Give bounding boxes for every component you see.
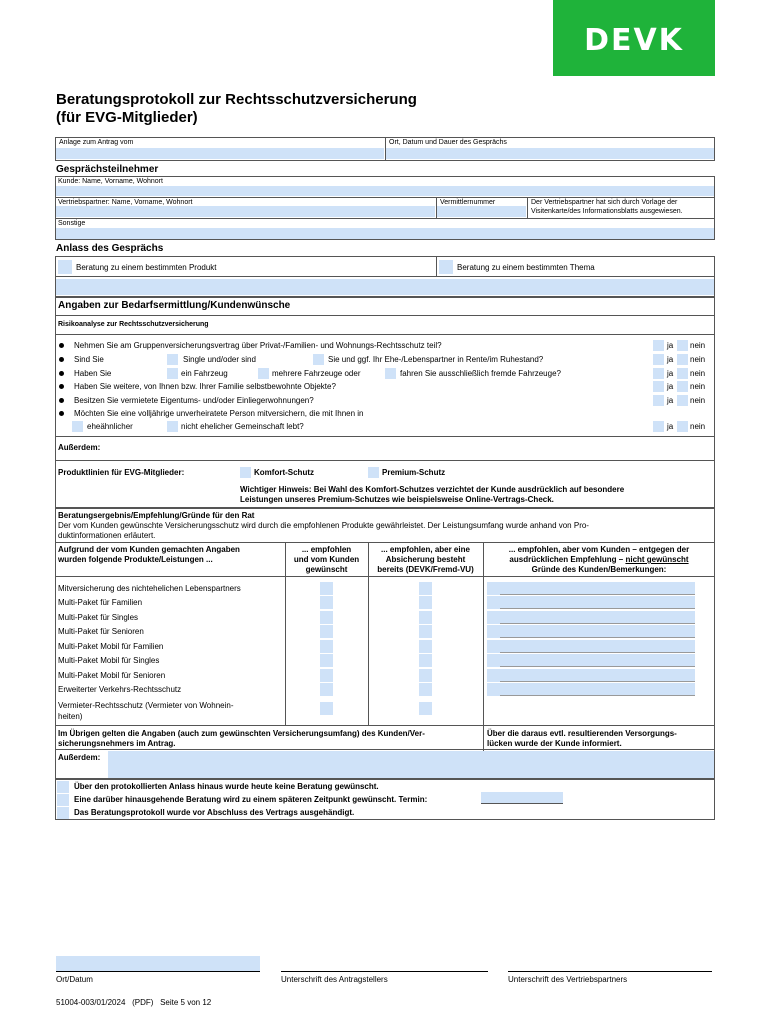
ort-datum-dauer-label: Ort, Datum und Dauer des Gesprächs — [389, 139, 507, 146]
q6-nein-checkbox[interactable] — [677, 421, 688, 432]
nein-label: nein — [690, 369, 706, 378]
ja-label: ja — [667, 422, 674, 431]
question-2-c: Sie und ggf. Ihr Ehe-/Lebenspartner in Rente/im Ruhestand? — [328, 355, 544, 364]
product-gewuenscht-checkbox[interactable] — [320, 683, 333, 696]
kunde-field[interactable] — [56, 186, 714, 196]
premium-schutz-label: Premium-Schutz — [382, 468, 446, 477]
bemerkung-line — [500, 695, 695, 696]
ergebnis-text-line-1: Der vom Kunden gewünschte Versicherungsschutz wird durch die empfohlenen Produkte gewährleistet. Der Leistungsumfang wurde anhand von Pro- — [58, 521, 589, 530]
product-nicht-gewuenscht-checkbox[interactable] — [487, 654, 500, 667]
product-bemerkung-field[interactable] — [500, 683, 695, 695]
vermieter-gewuenscht-checkbox[interactable] — [320, 702, 333, 715]
col4-line-3: Gründe des Kunden/Bemerkungen: — [531, 565, 667, 574]
product-last-line-2: heiten) — [58, 712, 83, 721]
kunde-label: Kunde: Name, Vorname, Wohnort — [58, 178, 163, 185]
folgen-line-1: Über die daraus evtl. resultierenden Versorgungs- — [487, 729, 677, 738]
col-header-gewuenscht — [286, 545, 367, 575]
ein-fahrzeug-checkbox[interactable] — [167, 368, 178, 379]
bullet — [59, 343, 64, 348]
ja-label: ja — [667, 396, 674, 405]
folgen-line-2: lücken wurde der Kunde informiert. — [487, 739, 622, 748]
question-3-b: ein Fahrzeug — [181, 369, 228, 378]
col3-line-3: bereits (DEVK/Fremd-VU) — [377, 565, 474, 574]
title-line-1: Beratungsprotokoll zur Rechtsschutzversicherung — [56, 91, 417, 108]
uebrigen-line-2: sicherungsnehmers im Antrag. — [58, 739, 176, 748]
q2-nein-checkbox[interactable] — [677, 354, 688, 365]
col1-line-2: wurden folgende Produkte/Leistungen ... — [58, 555, 213, 564]
product-label: Mitversicherung des nichtehelichen Lebenspartners — [58, 584, 241, 593]
footer-form-number: 51004-003/01/2024 (PDF) Seite 5 von 12 — [56, 998, 212, 1007]
ort-datum-field[interactable] — [56, 956, 260, 971]
keine-beratung-label: Über den protokollierten Anlass hinaus wurde heute keine Beratung gewünscht. — [74, 782, 379, 791]
product-label: Multi-Paket für Familien — [58, 598, 143, 607]
col1-line-1: Aufgrund der vom Kunden gemachten Angaben — [58, 545, 240, 554]
product-nicht-gewuenscht-checkbox[interactable] — [487, 625, 500, 638]
product-label: Multi-Paket für Senioren — [58, 627, 144, 636]
ergebnis-ausserdem-label: Außerdem: — [58, 753, 101, 762]
question-5: Besitzen Sie vermietete Eigentums- und/oder Einliegerwohnungen? — [74, 396, 314, 405]
nein-label: nein — [690, 382, 706, 391]
col4-line-1: ... empfohlen, aber vom Kunden – entgegen der — [508, 545, 690, 554]
vertriebspartner-field[interactable] — [56, 206, 435, 217]
question-3-c: mehrere Fahrzeuge oder — [272, 369, 361, 378]
ja-label: ja — [667, 355, 674, 364]
product-gewuenscht-checkbox[interactable] — [320, 640, 333, 653]
q5-nein-checkbox[interactable] — [677, 395, 688, 406]
anlage-field[interactable] — [56, 148, 384, 159]
protokoll-ausgehaendigt-checkbox[interactable] — [57, 807, 69, 819]
nein-label: nein — [690, 422, 706, 431]
product-besteht-checkbox[interactable] — [419, 625, 432, 638]
product-gewuenscht-checkbox[interactable] — [320, 654, 333, 667]
q6-ja-checkbox[interactable] — [653, 421, 664, 432]
bemerkung-line — [500, 637, 695, 638]
product-label: Multi-Paket Mobil für Senioren — [58, 671, 166, 680]
col2-line-1: ... empfohlen — [301, 545, 352, 554]
komfort-hinweis-line-1: Wichtiger Hinweis: Bei Wahl des Komfort-Schutzes verzichtet der Kunde ausdrücklich auf besondere — [240, 485, 625, 494]
product-label: Multi-Paket für Singles — [58, 613, 139, 622]
bullet — [59, 384, 64, 389]
product-nicht-gewuenscht-checkbox[interactable] — [487, 596, 500, 609]
product-bemerkung-field[interactable] — [500, 669, 695, 681]
product-bemerkung-field[interactable] — [500, 596, 695, 608]
komfort-hinweis — [240, 485, 624, 505]
spaetere-beratung-label: Eine darüber hinausgehende Beratung wird zu einem späteren Zeitpunkt gewünscht. Termin: — [74, 795, 428, 804]
anlage-label: Anlage zum Antrag vom — [59, 139, 134, 146]
single-checkbox[interactable] — [167, 354, 178, 365]
col-header-nicht-gewuenscht — [484, 545, 714, 575]
ja-label: ja — [667, 369, 674, 378]
bedarf-ausserdem-label: Außerdem: — [58, 443, 101, 452]
ort-datum-label: Ort/Datum — [56, 975, 93, 984]
product-besteht-checkbox[interactable] — [419, 669, 432, 682]
product-gewuenscht-checkbox[interactable] — [320, 596, 333, 609]
komfort-hinweis-line-2: Leistungen unseres Premium-Schutzes wie beispielsweise Online-Vertrags-Check. — [240, 495, 554, 504]
ort-datum-dauer-field[interactable] — [386, 148, 714, 159]
col-header-produkte — [58, 545, 240, 565]
product-bemerkung-field[interactable] — [500, 625, 695, 637]
product-besteht-checkbox[interactable] — [419, 596, 432, 609]
product-gewuenscht-checkbox[interactable] — [320, 625, 333, 638]
question-3-a: Haben Sie — [74, 369, 112, 378]
question-6: Möchten Sie eine volljährige unverheiratete Person mitversichern, die mit Ihnen in — [74, 409, 364, 418]
bemerkung-line — [500, 666, 695, 667]
unterschrift-vertriebspartner-label: Unterschrift des Vertriebspartners — [508, 975, 628, 984]
bemerkung-line — [500, 623, 695, 624]
hinweis-line-1: Der Vertriebspartner hat sich durch Vorlage der — [531, 199, 678, 206]
anlass-produkt-label: Beratung zu einem bestimmten Produkt — [76, 263, 217, 272]
vermittlernummer-field[interactable] — [437, 206, 526, 217]
legitimation-hinweis — [531, 198, 683, 216]
bemerkung-line — [500, 594, 695, 595]
nein-label: nein — [690, 396, 706, 405]
product-gewuenscht-checkbox[interactable] — [320, 582, 333, 595]
question-2-a: Sind Sie — [74, 355, 104, 364]
product-besteht-checkbox[interactable] — [419, 654, 432, 667]
premium-schutz-checkbox[interactable] — [368, 467, 379, 478]
anlass-detail-field[interactable] — [56, 279, 714, 295]
page-title — [56, 91, 417, 127]
versorgungsluecken-hinweis — [487, 729, 677, 749]
col4-line-2a: ausdrücklichen Empfehlung – — [509, 555, 626, 564]
question-2-b: Single und/oder sind — [183, 355, 256, 364]
produktlinien-label: Produktlinien für EVG-Mitglieder: — [58, 468, 185, 477]
product-besteht-checkbox[interactable] — [419, 611, 432, 624]
question-6-b: eheähnlicher — [87, 422, 133, 431]
gespraechsteilnehmer-heading: Gesprächsteilnehmer — [56, 164, 159, 175]
q4-ja-checkbox[interactable] — [653, 381, 664, 392]
ergebnis-ausserdem-field[interactable] — [108, 751, 714, 778]
uebrigen-line-1: Im Übrigen gelten die Angaben (auch zum gewünschten Versicherungsumfang) des Kunden/Ver- — [58, 729, 425, 738]
risiko-heading: Risikoanalyse zur Rechtsschutzversicherung — [58, 321, 209, 328]
keine-beratung-checkbox[interactable] — [57, 781, 69, 793]
col2-line-3: gewünscht — [305, 565, 348, 574]
product-bemerkung-field[interactable] — [500, 582, 695, 594]
vermieter-besteht-checkbox[interactable] — [419, 702, 432, 715]
bullet — [59, 398, 64, 403]
anlass-thema-checkbox[interactable] — [439, 260, 453, 274]
sonstige-field[interactable] — [56, 228, 714, 239]
product-nicht-gewuenscht-checkbox[interactable] — [487, 611, 500, 624]
nein-label: nein — [690, 355, 706, 364]
title-line-2: (für EVG-Mitglieder) — [56, 109, 198, 126]
col-header-besteht — [369, 545, 482, 575]
nein-label: nein — [690, 341, 706, 350]
col3-line-1: ... empfohlen, aber eine — [381, 545, 470, 554]
vertriebspartner-label: Vertriebspartner: Name, Vorname, Wohnort — [58, 199, 193, 206]
nicht-ehelicher-checkbox[interactable] — [167, 421, 178, 432]
q1-nein-checkbox[interactable] — [677, 340, 688, 351]
protokoll-ausgehaendigt-label: Das Beratungsprotokoll wurde vor Abschluss des Vertrags ausgehändigt. — [74, 808, 355, 817]
unterschrift-antragsteller-label: Unterschrift des Antragstellers — [281, 975, 388, 984]
product-bemerkung-field[interactable] — [500, 654, 695, 666]
product-bemerkung-field[interactable] — [500, 611, 695, 623]
product-nicht-gewuenscht-checkbox[interactable] — [487, 582, 500, 595]
bemerkung-line — [500, 608, 695, 609]
termin-field[interactable] — [481, 792, 563, 803]
bemerkung-line — [500, 652, 695, 653]
question-1: Nehmen Sie am Gruppenversicherungsvertrag über Privat-/Familien- und Wohnungs-Rechtsschutz teil? — [74, 341, 442, 350]
vermittlernummer-label: Vermittlernummer — [440, 199, 496, 206]
q5-ja-checkbox[interactable] — [653, 395, 664, 406]
sonstige-label: Sonstige — [58, 220, 86, 227]
komfort-schutz-checkbox[interactable] — [240, 467, 251, 478]
product-bemerkung-field[interactable] — [500, 640, 695, 652]
col3-line-2: Absicherung besteht — [385, 555, 466, 564]
ergebnis-text — [58, 521, 589, 541]
eheaehnlicher-checkbox[interactable] — [72, 421, 83, 432]
komfort-schutz-label: Komfort-Schutz — [254, 468, 314, 477]
product-besteht-checkbox[interactable] — [419, 683, 432, 696]
ergebnis-heading: Beratungsergebnis/Empfehlung/Gründe für den Rat — [58, 511, 255, 520]
question-3-d: fahren Sie ausschließlich fremde Fahrzeuge? — [400, 369, 561, 378]
bullet — [59, 357, 64, 362]
bemerkung-line — [500, 681, 695, 682]
product-gewuenscht-checkbox[interactable] — [320, 669, 333, 682]
product-besteht-checkbox[interactable] — [419, 582, 432, 595]
hinweis-line-2: Visitenkarte/des Informationsblatts ausgewiesen. — [531, 208, 683, 215]
q3-nein-checkbox[interactable] — [677, 368, 688, 379]
product-gewuenscht-checkbox[interactable] — [320, 611, 333, 624]
q4-nein-checkbox[interactable] — [677, 381, 688, 392]
fremde-fahrzeuge-checkbox[interactable] — [385, 368, 396, 379]
product-label: Multi-Paket Mobil für Familien — [58, 642, 164, 651]
bullet — [59, 371, 64, 376]
bedarf-heading: Angaben zur Bedarfsermittlung/Kundenwünsche — [58, 300, 291, 311]
uebrigen-hinweis — [58, 729, 425, 749]
anlass-heading: Anlass des Gesprächs — [56, 243, 164, 254]
q1-ja-checkbox[interactable] — [653, 340, 664, 351]
product-nicht-gewuenscht-checkbox[interactable] — [487, 669, 500, 682]
ergebnis-text-line-2: duktinformationen erläutert. — [58, 531, 156, 540]
product-label: Multi-Paket Mobil für Singles — [58, 656, 160, 665]
product-nicht-gewuenscht-checkbox[interactable] — [487, 640, 500, 653]
mehrere-fahrzeuge-checkbox[interactable] — [258, 368, 269, 379]
product-label: Erweiterter Verkehrs-Rechtsschutz — [58, 685, 182, 694]
devk-logo: DEVK — [553, 0, 715, 76]
anlass-thema-label: Beratung zu einem bestimmten Thema — [457, 263, 595, 272]
rente-checkbox[interactable] — [313, 354, 324, 365]
spaetere-beratung-checkbox[interactable] — [57, 794, 69, 806]
col2-line-2: und vom Kunden — [293, 555, 360, 564]
product-label-vermieter — [58, 700, 233, 722]
bullet — [59, 411, 64, 416]
anlass-produkt-checkbox[interactable] — [58, 260, 72, 274]
ja-label: ja — [667, 382, 674, 391]
question-6-c: nicht ehelicher Gemeinschaft lebt? — [181, 422, 304, 431]
col4-line-2b: nicht gewünscht — [625, 555, 689, 564]
question-4: Haben Sie weitere, von Ihnen bzw. Ihrer Familie selbstbewohnte Objekte? — [74, 382, 336, 391]
q3-ja-checkbox[interactable] — [653, 368, 664, 379]
product-last-line-1: Vermieter-Rechtsschutz (Vermieter von Wohnein- — [58, 701, 234, 710]
ja-label: ja — [667, 341, 674, 350]
q2-ja-checkbox[interactable] — [653, 354, 664, 365]
product-besteht-checkbox[interactable] — [419, 640, 432, 653]
product-nicht-gewuenscht-checkbox[interactable] — [487, 683, 500, 696]
